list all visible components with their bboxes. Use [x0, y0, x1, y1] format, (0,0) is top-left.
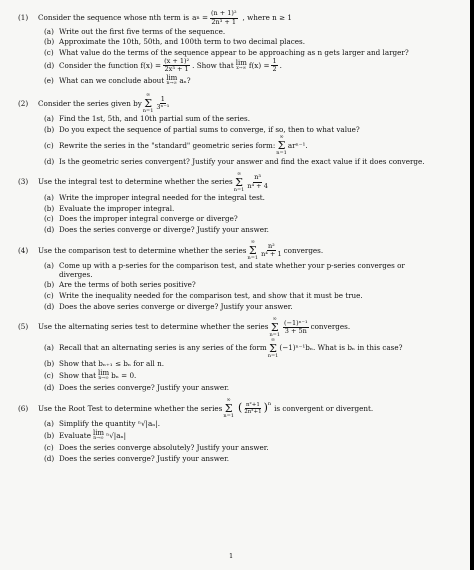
- problem-6-items: [44, 419, 458, 464]
- fraction-numerator: (−1)ⁿ⁻¹: [284, 318, 308, 327]
- sub-question: [44, 26, 458, 37]
- sub-label: (d): [44, 382, 55, 392]
- sub-label: (d): [44, 453, 55, 463]
- series-fraction: [156, 96, 169, 111]
- sub-question: [44, 74, 458, 88]
- problem-number: (5): [18, 322, 29, 332]
- sum-lower: n=1: [223, 412, 234, 419]
- fraction-denominator: 2: [272, 65, 277, 74]
- sub-question: [44, 301, 458, 312]
- sub-text: Does the series converge or diverge? Justify your answer.: [59, 224, 269, 234]
- problem-1-items: [44, 26, 458, 88]
- limit-operator: [236, 60, 247, 72]
- fraction-numerator: 1: [272, 57, 277, 66]
- summation-symbol: [276, 135, 287, 156]
- problem-5: [18, 317, 458, 393]
- summation-symbol: [143, 93, 154, 114]
- sub-label: (c): [44, 371, 54, 381]
- sub-text: . Show that: [192, 61, 234, 71]
- sum-upper: ∞: [250, 238, 255, 245]
- summation-symbol: [223, 398, 234, 419]
- summation-symbol: [234, 172, 245, 193]
- sub-question: [44, 193, 458, 204]
- sum-upper: ∞: [226, 396, 231, 403]
- fraction-denominator: 2x³ + 1: [164, 65, 189, 74]
- sub-text: diverges.: [59, 270, 93, 280]
- problem-3-stem: [18, 172, 458, 193]
- fraction-denominator: 3ⁿ⁻¹: [156, 102, 170, 111]
- sub-label: (a): [44, 260, 54, 270]
- sub-text: What value do the terms of the sequence appear to be approaching as n gets larger and larger?: [59, 47, 409, 57]
- lim-word: lim: [166, 74, 178, 83]
- sub-label: (d): [44, 61, 55, 71]
- lim-subscript: n→∞: [98, 376, 109, 382]
- half-fraction: [271, 58, 277, 73]
- lim-subscript: n→∞: [166, 81, 177, 87]
- sub-question: [44, 37, 458, 48]
- summation-symbol: [269, 317, 280, 338]
- sigma: Σ: [277, 138, 286, 152]
- problem-number: (1): [18, 13, 29, 23]
- function-fraction: [163, 58, 190, 73]
- fraction-numerator: (x + 1)²: [164, 57, 190, 66]
- sub-text: f(x) =: [248, 61, 270, 71]
- sub-text: Find the 1st, 5th, and 10th partial sum of the series.: [59, 114, 251, 124]
- sub-label: (c): [44, 443, 54, 453]
- sub-text: What can we conclude about: [59, 76, 165, 86]
- lim-word: lim: [235, 59, 247, 68]
- sub-text: Simplify the quantity ⁿ√|aₙ|.: [59, 419, 161, 429]
- sub-label: (b): [44, 203, 55, 213]
- sequence-fraction: [210, 10, 238, 25]
- sub-text: Come up with a p-series for the comparison test, and state whether your p-series converges or: [59, 260, 405, 270]
- sub-text: Do you expect the sequence of partial sums to converge, if so, then to what value?: [59, 124, 360, 134]
- sum-lower: n=1: [276, 149, 287, 156]
- sigma: Σ: [270, 320, 279, 334]
- sub-label: (d): [44, 224, 55, 234]
- sub-question: [44, 156, 458, 167]
- fraction-denominator: n⁴ + 4: [247, 181, 268, 190]
- inner-fraction: [244, 402, 261, 415]
- lim-subscript: n→∞: [93, 436, 104, 442]
- limit-operator: [98, 370, 109, 382]
- sub-question: [44, 369, 458, 382]
- sum-lower: n=1: [247, 254, 259, 261]
- sub-label: (c): [44, 47, 54, 57]
- sum-upper: ∞: [279, 133, 284, 140]
- sub-label: (c): [44, 291, 54, 301]
- problem-number: (6): [18, 403, 29, 413]
- stem-text: is convergent or divergent.: [274, 403, 374, 413]
- seq-sub: n: [196, 14, 200, 21]
- sub-text: Write the inequality needed for the comparison test, and show that it must be true.: [59, 291, 363, 301]
- problem-6-stem: [18, 398, 458, 419]
- sub-question: [44, 280, 458, 291]
- sub-question: [44, 430, 458, 443]
- sub-text: Are the terms of both series positive?: [59, 280, 196, 290]
- page-number: 1: [229, 552, 234, 560]
- sub-question: [44, 214, 458, 225]
- sub-label: (a): [44, 26, 54, 36]
- limit-operator: [166, 75, 177, 87]
- sub-question: [44, 443, 458, 454]
- sub-label: (c): [44, 214, 54, 224]
- sub-text: ⁿ√|aₙ|: [106, 431, 127, 441]
- sub-label: (d): [44, 301, 55, 311]
- fraction-numerator: (n + 1)²: [210, 9, 237, 18]
- summation-symbol: [247, 240, 258, 261]
- fraction-denominator: n⁴ + 1: [261, 249, 282, 258]
- fraction-denominator: 2n³ + 1: [211, 17, 237, 26]
- sub-text: Approximate the 10th, 50th, and 100th term to two decimal places.: [59, 37, 306, 47]
- series-fraction: [247, 174, 268, 189]
- sub-label: (a): [44, 419, 54, 429]
- sub-text: Does the series converge? Justify your answer.: [59, 453, 230, 463]
- sum-upper: ∞: [145, 91, 151, 98]
- sub-question: (d) Consider the function f(x) = $\frac{\text{(x + 1)²}}{\text{2x³ + 1}}$ . Show that lim x→∞ f(x) = $\frac{1}{2}$ .: [44, 57, 282, 74]
- sub-question: [44, 359, 458, 370]
- sum-lower: n=1: [269, 331, 281, 338]
- summation-symbol: [268, 338, 279, 359]
- close-paren: ): [263, 401, 268, 415]
- sub-text: Show that: [59, 371, 97, 381]
- sigma: Σ: [224, 401, 233, 415]
- sub-label: (b): [44, 359, 55, 369]
- sequence-formula: a n = $\frac{\text{(n + 1)²}}{\text{2n³ + 1}}$: [192, 9, 237, 26]
- lim-word: lim: [98, 369, 110, 378]
- sub-label: (a): [44, 114, 54, 124]
- sub-text: Rewrite the series in the "standard" geometric series form:: [59, 140, 276, 150]
- sum-lower: n=1: [142, 107, 154, 114]
- sub-text: Write out the first five terms of the sequence.: [59, 26, 226, 36]
- problem-5-stem: [18, 317, 458, 338]
- problem-1-stem: [18, 10, 458, 26]
- worksheet-content: [18, 10, 458, 469]
- fraction-numerator: n³: [254, 173, 261, 182]
- sub-question: [44, 291, 458, 302]
- seq-lhs: a: [192, 13, 197, 23]
- stem-condition: , where n ≥ 1: [242, 13, 292, 23]
- problem-2-stem: [18, 93, 458, 114]
- exponent: n: [267, 401, 272, 408]
- sub-text: Consider the function f(x) =: [59, 61, 162, 71]
- sub-text: bₙ = 0.: [111, 371, 137, 381]
- sub-text: Does the series converge absolutely? Justify your answer.: [59, 443, 269, 453]
- problem-4-stem: [18, 240, 458, 261]
- sub-text-block: [59, 261, 405, 280]
- sub-label: (b): [44, 280, 55, 290]
- sub-question: [44, 114, 458, 125]
- problem-4: [18, 240, 458, 312]
- sigma: Σ: [248, 243, 257, 257]
- stem-text: converges.: [283, 245, 324, 255]
- problem-number: (4): [18, 245, 29, 255]
- sub-text: Show that bₙ₊₁ ≤ bₙ for all n.: [59, 359, 165, 369]
- lim-word: lim: [92, 429, 105, 438]
- sub-text: Is the geometric series convergent? Justify your answer and find the exact value if it does converge.: [59, 156, 425, 166]
- sub-question: [44, 203, 458, 214]
- stem-text: Use the Root Test to determine whether the series: [38, 403, 223, 413]
- sub-question: [44, 135, 458, 156]
- sub-question: [44, 124, 458, 135]
- sub-text: Evaluate: [59, 431, 91, 441]
- sub-label: (b): [44, 124, 55, 134]
- lim-subscript: x→∞: [236, 66, 247, 72]
- sum-lower: n=1: [233, 186, 245, 193]
- fraction-numerator: 1: [160, 94, 165, 103]
- problem-number: (3): [18, 177, 29, 187]
- fraction-numerator: n²: [267, 241, 275, 250]
- sub-text: Does the series converge? Justify your answer.: [59, 382, 230, 392]
- sub-text: arⁿ⁻¹.: [287, 140, 308, 150]
- problem-2: [18, 93, 458, 167]
- problem-5-items: [44, 338, 458, 393]
- sum-upper: ∞: [236, 170, 242, 177]
- sum-upper: ∞: [270, 336, 276, 343]
- sub-question: [44, 224, 458, 235]
- root-test-term: [238, 401, 271, 416]
- sigma: Σ: [144, 96, 152, 110]
- sub-label: (b): [44, 37, 55, 47]
- series-fraction: [261, 243, 282, 258]
- series-fraction: [283, 320, 309, 335]
- sub-text: Does the above series converge or diverge? Justify your answer.: [59, 301, 293, 311]
- sub-label: (c): [44, 140, 54, 150]
- sigma: Σ: [269, 341, 277, 355]
- stem-text: Consider the series given by: [38, 98, 142, 108]
- sub-label: (e): [44, 76, 54, 86]
- sub-text: Evaluate the improper integral.: [59, 203, 175, 213]
- fraction-denominator: 3 + 5n: [284, 326, 307, 335]
- sub-question: [44, 338, 458, 359]
- fraction-denominator: 2n²+1: [244, 408, 262, 415]
- sub-text: (−1)ⁿ⁻¹bₙ. What is bₙ in this case?: [279, 343, 403, 353]
- sub-text: Does the improper integral converge or diverge?: [59, 214, 238, 224]
- sub-question: [44, 47, 458, 58]
- fraction-numerator: n²+1: [245, 401, 260, 408]
- sub-question: [44, 419, 458, 430]
- stem-text: Use the alternating series test to determine whether the series: [38, 322, 269, 332]
- sub-text: aₙ?: [179, 76, 191, 86]
- sub-label: (b): [44, 431, 55, 441]
- sub-question: [44, 453, 458, 464]
- sub-question: [44, 261, 458, 280]
- limit-operator: [93, 430, 104, 442]
- problem-2-items: [44, 114, 458, 167]
- sigma: Σ: [235, 175, 243, 189]
- sub-label: (a): [44, 343, 54, 353]
- sub-question: [44, 382, 458, 393]
- stem-text: Use the comparison test to determine whether the series: [38, 245, 247, 255]
- problem-3-items: [44, 193, 458, 235]
- sub-label: (d): [44, 156, 55, 166]
- stem-text: Consider the sequence whose nth term is: [38, 13, 190, 23]
- problem-6: [18, 398, 458, 464]
- stem-text: Use the integral test to determine whether the series: [38, 177, 233, 187]
- sub-text: Recall that an alternating series is any series of the form: [59, 343, 267, 353]
- problem-1: [18, 10, 458, 88]
- stem-text: converges.: [310, 322, 351, 332]
- sub-text: Write the improper integral needed for the integral test.: [59, 193, 265, 203]
- problem-number: (2): [18, 98, 29, 108]
- sum-lower: n=1: [267, 352, 279, 359]
- sub-label: (a): [44, 193, 54, 203]
- sum-upper: ∞: [272, 315, 277, 322]
- problem-3: [18, 172, 458, 235]
- problem-4-items: [44, 261, 458, 312]
- open-paren: (: [237, 401, 243, 415]
